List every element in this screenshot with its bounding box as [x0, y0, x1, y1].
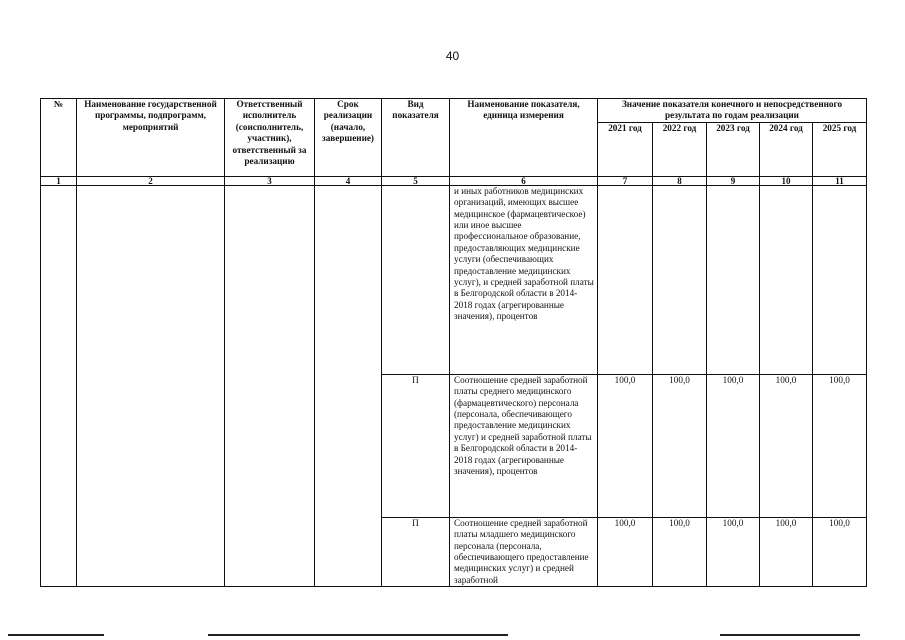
- cell-value-2024: 100,0: [760, 517, 813, 586]
- cell-value-2025: 100,0: [813, 517, 867, 586]
- cell-executor: [225, 185, 315, 586]
- cell-value-2022: 100,0: [653, 517, 707, 586]
- column-index-row: [41, 176, 867, 185]
- cell-value-2021: [598, 185, 653, 374]
- cell-value-2023: [707, 185, 760, 374]
- program-indicators-table: [40, 98, 867, 587]
- cell-value-2021: 100,0: [598, 374, 653, 517]
- column-index: 3: [225, 176, 315, 185]
- cell-value-2022: [653, 185, 707, 374]
- header-year-2023: 2023 год: [707, 122, 760, 176]
- column-index: 1: [41, 176, 77, 185]
- cell-kind: [382, 185, 450, 374]
- column-index: 2: [77, 176, 225, 185]
- column-index: 6: [450, 176, 598, 185]
- cell-value-2025: [813, 185, 867, 374]
- header-period: Срок реализации (начало, завершение): [315, 99, 382, 177]
- column-index: 4: [315, 176, 382, 185]
- cell-kind: П: [382, 517, 450, 586]
- scan-edge-line: [720, 634, 860, 636]
- column-index: 9: [707, 176, 760, 185]
- cell-value-2024: 100,0: [760, 374, 813, 517]
- cell-value-2024: [760, 185, 813, 374]
- cell-indicator: Соотношение средней заработной платы младшего медицинского персонала (персонала, обеспечивающего предоставление медицинских услуг) и средней заработной: [450, 517, 598, 586]
- header-year-2021: 2021 год: [598, 122, 653, 176]
- column-index: 8: [653, 176, 707, 185]
- header-year-2022: 2022 год: [653, 122, 707, 176]
- cell-indicator: Соотношение средней заработной платы среднего медицинского (фармацевтического) персонала (персонала, обеспечивающего предоставление медицинских услуг) и средней заработной платы в Белгородской области в 2014-2018 годах (агрегированные значения), процентов: [450, 374, 598, 517]
- column-index: 7: [598, 176, 653, 185]
- header-row: [41, 99, 867, 123]
- table-row: [41, 185, 867, 374]
- header-no: №: [41, 99, 77, 177]
- cell-no: [41, 185, 77, 586]
- header-year-2025: 2025 год: [813, 122, 867, 176]
- column-index: 11: [813, 176, 867, 185]
- cell-indicator: и иных работников медицинских организаций, имеющих высшее медицинское (фармацевтическое) или иное высшее профессиональное образование, предоставляющих медицинские услуги (обеспечивающих предоставление медицинских услуг), и средней заработной платы в Белгородской области в 2014-2018 годах (агрегированные значения), процентов: [450, 185, 598, 374]
- header-kind: Вид показателя: [382, 99, 450, 177]
- cell-value-2022: 100,0: [653, 374, 707, 517]
- cell-kind: П: [382, 374, 450, 517]
- cell-value-2021: 100,0: [598, 517, 653, 586]
- column-index: 10: [760, 176, 813, 185]
- cell-name: [77, 185, 225, 586]
- header-indicator: Наименование показателя, единица измерения: [450, 99, 598, 177]
- header-year-2024: 2024 год: [760, 122, 813, 176]
- scan-edge-line: [208, 634, 508, 636]
- header-values-group: Значение показателя конечного и непосредственного результата по годам реализации: [598, 99, 867, 123]
- scan-edge-line: [8, 634, 104, 636]
- cell-period: [315, 185, 382, 586]
- header-name: Наименование государственной программы, подпрограмм, мероприятий: [77, 99, 225, 177]
- column-index: 5: [382, 176, 450, 185]
- page-number: 40: [445, 49, 460, 63]
- cell-value-2023: 100,0: [707, 374, 760, 517]
- cell-value-2025: 100,0: [813, 374, 867, 517]
- cell-value-2023: 100,0: [707, 517, 760, 586]
- header-executor: Ответственный исполнитель (соисполнитель, участник), ответственный за реализацию: [225, 99, 315, 177]
